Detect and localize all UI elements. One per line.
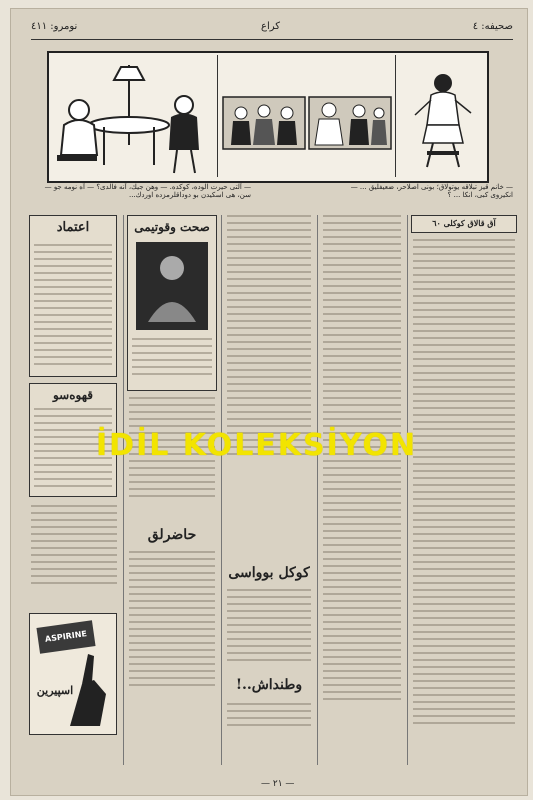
column-1 [27,215,121,767]
column-rule [317,215,318,765]
cartoon-dining-illustration [49,55,217,177]
sihhat-box [127,215,217,391]
aspirin-ad [29,613,117,735]
kahve-heading: قهوه‌سو [52,388,93,402]
column-rule [123,215,124,765]
portrait-photo [136,242,208,330]
column-5-text [413,239,515,729]
sihhat-text [132,338,212,380]
gokgol-text [227,589,311,666]
vatandas-text [227,703,311,731]
cartoon-panel-dining [49,55,218,177]
newspaper-page [10,8,528,796]
itimat-text [34,244,112,370]
issue-number: نومرو: ٤١١ [31,21,78,32]
itimat-box [29,215,117,377]
page-number: — ٢١ — [261,779,295,789]
ad-heading: آق قالاق كوكلى ٦٠ [432,218,496,228]
column-rule [221,215,222,765]
cartoon-caption-right: — خانم قيز تبلاقه يوتولاق؛ بونى اصلاحر، ضعيفليق ... — انكيروى كبى، انكا ... ؟ [350,183,513,199]
hand-pointer-icon [30,614,116,734]
portrait-figure-icon [136,242,208,330]
hazirlik-heading: حاضرلق [147,527,197,543]
itimat-heading: اعتماد [56,220,90,235]
cartoon-panel-group [219,55,396,177]
page-header [31,21,513,37]
cartoon-captions [41,181,513,209]
vatandas-heading: وطنداش..! [235,677,303,693]
column-5 [409,215,519,767]
cartoon-strip [47,51,489,183]
sihhat-heading: صحت وقوتيمى [134,220,210,234]
cartoon-panel-woman [397,55,485,177]
column-2 [125,215,219,767]
aspirin-box-product: ASPIRINE [36,620,95,654]
hazirlik-text [129,551,215,691]
column-3-text [227,215,311,460]
column-4 [319,215,405,767]
ad-heading-box [411,215,517,233]
header-rule [31,39,513,40]
gokgol-heading: كوكل بوواسى [228,565,310,581]
publication-title: كراع [261,21,281,32]
page-label: صحيفه: ٤ [472,21,513,32]
cartoon-caption-left: — آلتى حيرت الوده، كوكده. — وهن جيك، آنه فالدى؟ — آه نومه جو — سن، هى اسكيدن بو دوداقلرمزده اوردك... [44,183,251,199]
column-3 [223,215,315,767]
aspirin-ad-caption: اسپيرين [36,684,74,697]
column-1-text [31,505,117,589]
cartoon-group-illustration [219,55,395,177]
cartoon-woman-illustration [397,55,485,177]
watermark: İDİL KOLEKSİYON [96,428,418,463]
column-rule [407,215,408,765]
